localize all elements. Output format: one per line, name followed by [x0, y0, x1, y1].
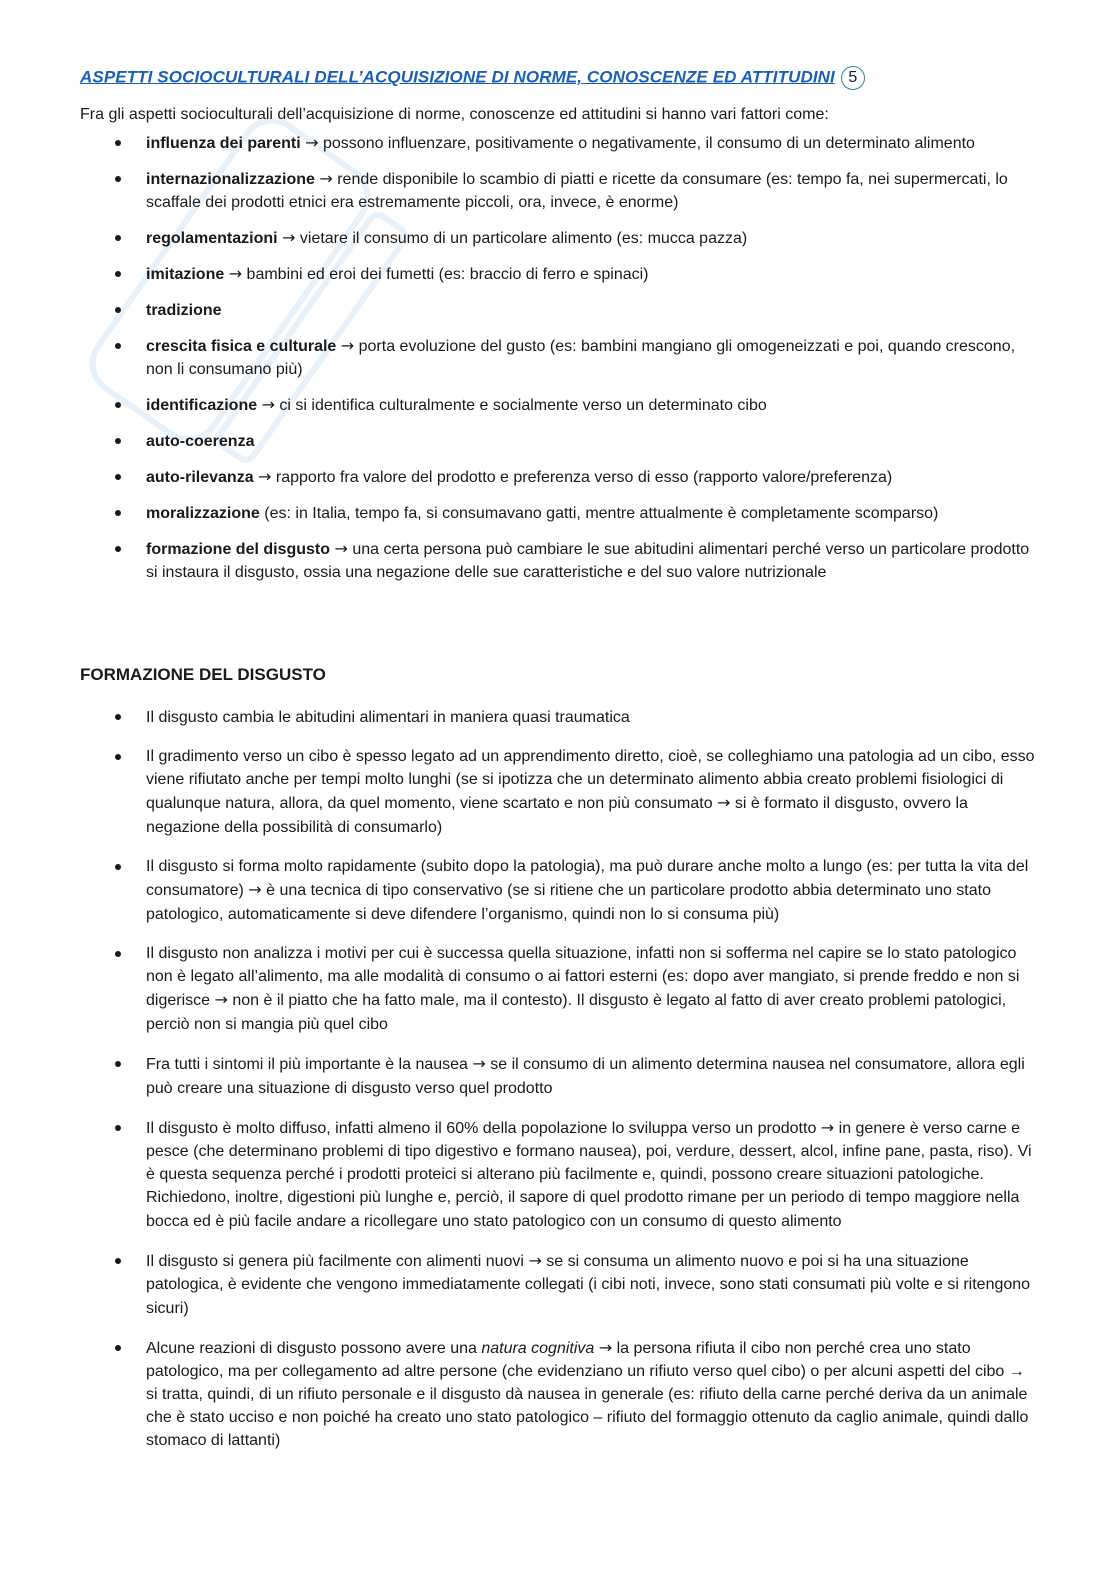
factor-term: auto-rilevanza: [146, 469, 254, 486]
paragraph-text-cont: se si consuma un alimento nuovo e poi si ha una situazione patologica, è evidente che vengono immediatamente collegati (i cibi noti, invece, sono stati consumati più volte e si ritengono sicuri): [146, 1253, 1031, 1317]
list-item: [0, 1052, 1116, 1100]
paragraph-text: Il disgusto cambia le abitudini alimentari in maniera quasi traumatica: [146, 709, 630, 726]
factor-description: (es: in Italia, tempo fa, si consumavano gatti, mentre attualmente è completamente scomparso): [264, 505, 939, 522]
list-item: [0, 501, 1116, 525]
list-item: [0, 705, 1116, 729]
list-item: [0, 429, 1116, 453]
paragraph-text-cont: se il consumo di un alimento determina nausea nel consumatore, allora egli può creare una situazione di disgusto verso quel prodotto: [146, 1056, 1025, 1097]
bullet-icon: [115, 438, 121, 444]
arrow-right-icon: →: [258, 467, 272, 486]
bullet-icon: [115, 176, 121, 182]
paragraph-text: Il disgusto è molto diffuso, infatti almeno il 60% della popolazione lo sviluppa verso un prodotto: [146, 1120, 821, 1137]
paragraph-text: Fra tutti i sintomi il più importante è la nausea: [146, 1056, 473, 1073]
arrow-right-icon: →: [528, 1251, 542, 1270]
list-item: [0, 1116, 1116, 1233]
bullet-icon: [115, 864, 121, 870]
list-item: [0, 131, 1116, 155]
factor-description: rende disponibile lo scambio di piatti e ricette da consumare (es: tempo fa, nei supermercati, lo scaffale dei prodotti etnici era estremamente piccoli, ora, invece, è enorme): [146, 171, 1008, 211]
intro-paragraph: Fra gli aspetti socioculturali dell’acquisizione di norme, conoscenze ed attitudini si hanno vari fattori come:: [80, 106, 829, 123]
bullet-icon: [115, 1061, 121, 1067]
paragraph-text: Il disgusto non analizza i motivi per cui è successa quella situazione, infatti non si sofferma nel capire se lo stato patologico non è legato all’alimento, ma alle modalità di consumo o ai fattori esterni (es: dopo aver mangiato, si prende freddo e non si digerisce: [146, 945, 1020, 1009]
arrow-right-icon: →: [261, 395, 275, 414]
list-item: [0, 298, 1116, 322]
list-item: [0, 262, 1116, 286]
factor-term: regolamentazioni: [146, 230, 278, 247]
list-item: [0, 855, 1116, 926]
list-item: [0, 465, 1116, 489]
section-title-disgusto: FORMAZIONE DEL DISGUSTO: [80, 665, 326, 684]
bullet-icon: [115, 140, 121, 146]
factor-term: imitazione: [146, 266, 225, 283]
arrow-right-icon: →: [214, 990, 228, 1009]
list-item: [0, 1249, 1116, 1320]
bullet-icon: [115, 307, 121, 313]
factor-term: identificazione: [146, 397, 258, 414]
paragraph-text-cont: è una tecnica di tipo conservativo (se si ritiene che un particolare prodotto abbia determinato uno stato patologico, automaticamente si deve difendere l’organismo, quindi non lo si consuma più): [146, 882, 991, 923]
factor-term: formazione del disgusto: [146, 541, 331, 558]
factor-description: porta evoluzione del gusto (es: bambini mangiano gli omogeneizzati e poi, quando crescono, non li consumano più): [146, 338, 1016, 378]
arrow-right-icon: →: [472, 1054, 486, 1073]
list-item: [0, 334, 1116, 381]
page-number-badge: 5: [841, 66, 865, 90]
arrow-right-icon: →: [598, 1338, 613, 1357]
list-item: [0, 393, 1116, 417]
paragraph-text: Alcune reazioni di disgusto possono avere una: [146, 1340, 482, 1357]
factor-description: rapporto fra valore del prodotto e preferenza verso di esso (rapporto valore/preferenza): [271, 469, 893, 486]
bullet-icon: [115, 546, 121, 552]
list-item: [0, 226, 1116, 250]
arrow-right-icon: →: [319, 169, 333, 188]
bullet-icon: [115, 510, 121, 516]
bullet-icon: [115, 474, 121, 480]
list-item: [0, 1336, 1116, 1452]
bullet-icon: [115, 343, 121, 349]
factor-description: ci si identifica culturalmente e socialmente verso un determinato cibo: [274, 397, 767, 414]
bullet-icon: [115, 1125, 121, 1131]
factor-term: influenza dei parenti: [146, 135, 301, 152]
factor-term: tradizione: [146, 302, 222, 319]
arrow-right-icon: →: [282, 228, 296, 247]
disgust-list: [0, 705, 1116, 1468]
arrow-right-icon: →: [228, 264, 243, 283]
arrow-right-icon: →: [717, 793, 731, 812]
bullet-icon: [115, 235, 121, 241]
paragraph-text-cont: in genere è verso carne e pesce (che determinano problemi di tipo digestivo e formano nausea), poi, verdure, dessert, alcol, infine pane, pasta, riso). Vi è questa sequenza perché i prodotti proteici si alterano più facilmente e, quindi, possono creare situazioni patologiche. Richiedono, inoltre, digestioni più lunghe e, perciò, il sapore di quel prodotto rimane per un periodo di tempo maggiore nella bocca ed è più facile andare a ricollegare uno stato patologico con un consumo di questo alimento: [146, 1120, 1032, 1230]
factor-description: vietare il consumo di un particolare alimento (es: mucca pazza): [295, 230, 748, 247]
paragraph-text-cont: non è il piatto che ha fatto male, ma il contesto). Il disgusto è legato al fatto di aver creato problemi patologici, perciò non si mangia più quel cibo: [146, 992, 1007, 1033]
factors-list: [0, 131, 1116, 596]
factor-term: crescita fisica e culturale: [146, 338, 337, 355]
arrow-right-icon: →: [248, 880, 262, 899]
bullet-icon: [115, 402, 121, 408]
section-title-text: ASPETTI SOCIOCULTURALI DELL’ACQUISIZIONE DI NORME, CONOSCENZE ED ATTITUDINI: [80, 67, 835, 87]
paragraph-text: Il disgusto si forma molto rapidamente (subito dopo la patologia), ma può durare anche molto a lungo (es: per tutta la vita del consumatore): [146, 858, 1029, 899]
factor-description: una certa persona può cambiare le sue abitudini alimentari perché verso un particolare prodotto si instaura il disgusto, ossia una negazione delle sue caratteristiche e del suo valore nutrizionale: [146, 541, 1030, 581]
arrow-right-icon: →: [305, 133, 319, 152]
bullet-icon: [115, 951, 121, 957]
bullet-icon: [115, 714, 121, 720]
factor-term: internazionalizzazione: [146, 171, 315, 188]
bullet-icon: [115, 1345, 121, 1351]
factor-term: auto-coerenza: [146, 433, 255, 450]
bullet-icon: [115, 271, 121, 277]
factor-description: possono influenzare, positivamente o negativamente, il consumo di un determinato alimento: [318, 135, 975, 152]
arrow-right-icon: →: [820, 1118, 835, 1137]
list-item: [0, 745, 1116, 839]
section-title-socioculturali: [80, 66, 865, 90]
list-item: [0, 537, 1116, 584]
bullet-icon: [115, 754, 121, 760]
arrow-right-icon: →: [334, 539, 348, 558]
list-item: [0, 167, 1116, 214]
bullet-icon: [115, 1258, 121, 1264]
list-item: [0, 942, 1116, 1036]
paragraph-text: Il gradimento verso un cibo è spesso legato ad un apprendimento diretto, cioè, se colleghiamo una patologia ad un cibo, esso viene rifiutato anche per tempi molto lunghi (se si ipotizza che un determinato alimento abbia creato problemi fisiologici di qualunque natura, allora, da quel momento, viene scartato e non più consumato: [146, 748, 1035, 812]
factor-description: bambini ed eroi dei fumetti (es: braccio di ferro e spinaci): [242, 266, 649, 283]
paragraph-text-end: la persona rifiuta il cibo non perché crea uno stato patologico, ma per collegamento ad altre persone (che evidenziano un rifiuto verso quel cibo) o per alcuni aspetti del cibo → si tratta, quindi, di un rifiuto personale e il disgusto dà nausea in generale (es: rifiuto della carne perché deriva da un animale che è stato ucciso e non poiché ha creato uno stato patologico – rifiuto del formaggio ottenuto da caglio animale, quindi dallo stomaco di lattanti): [146, 1340, 1029, 1449]
paragraph-text-cont: si è formato il disgusto, ovvero la negazione della possibilità di consumarlo): [146, 795, 968, 836]
emphasis-text: natura cognitiva: [481, 1340, 595, 1357]
arrow-right-icon: →: [340, 336, 355, 355]
paragraph-text: Il disgusto si genera più facilmente con alimenti nuovi: [146, 1253, 529, 1270]
factor-term: moralizzazione: [146, 505, 260, 522]
